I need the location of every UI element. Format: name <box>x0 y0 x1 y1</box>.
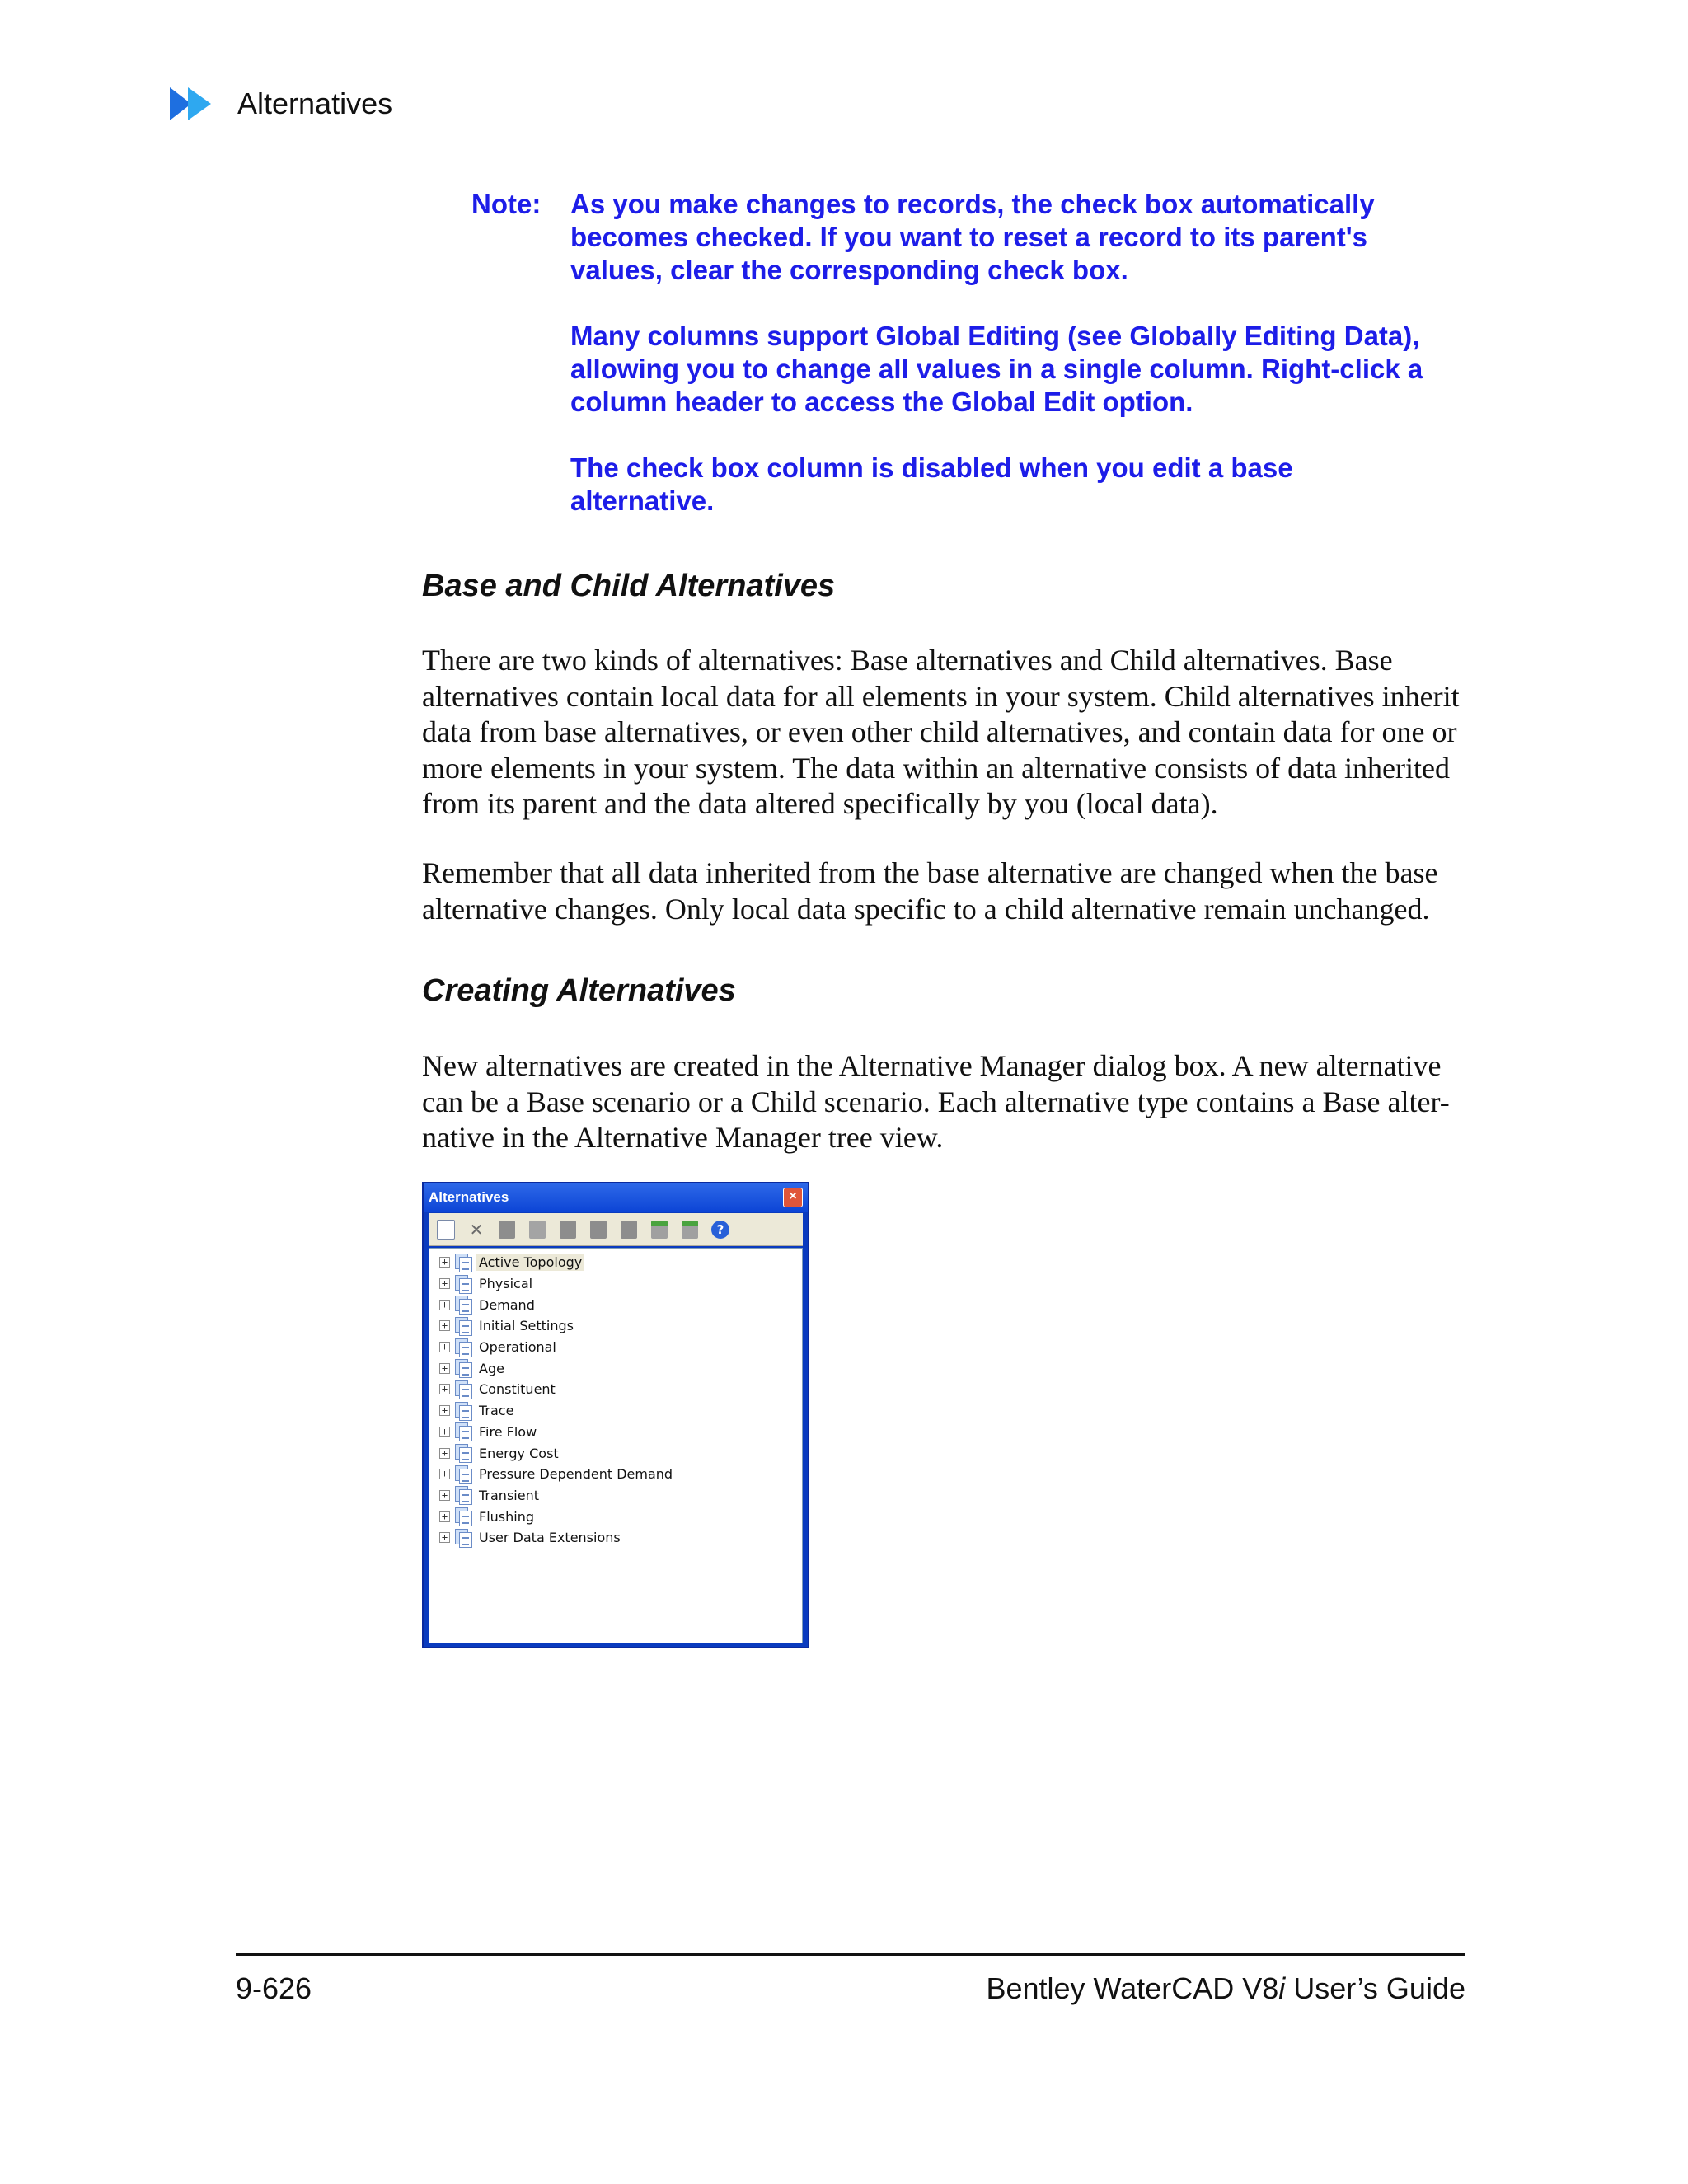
help-icon[interactable]: ? <box>708 1217 733 1242</box>
note-paragraph: As you make changes to records, the check box automatically becomes checked. If you want to reset a record to its parent's values, clear the corresponding check box. <box>570 189 1375 285</box>
alternative-folder-icon <box>453 1422 473 1441</box>
alternative-folder-icon <box>453 1338 473 1357</box>
page-number: 9-626 <box>236 1971 312 2005</box>
expand-tree-icon[interactable] <box>647 1217 672 1242</box>
footer-divider <box>236 1953 1465 1956</box>
expand-icon[interactable]: + <box>439 1363 450 1374</box>
note-paragraph: Many columns support Global Editing (see Globally Editing Data), allowing you to change all values in a single column. Right-click a column header to access the Global Edit option. <box>570 321 1423 417</box>
alternatives-dialog-screenshot <box>422 1182 809 1648</box>
alternatives-tree[interactable] <box>429 1248 803 1643</box>
tree-item-label: Flushing <box>479 1508 535 1525</box>
tree-item[interactable] <box>429 1315 802 1337</box>
tree-item-label: Transient <box>479 1487 539 1503</box>
delete-icon[interactable]: ✕ <box>469 1219 484 1240</box>
note-paragraph: The check box column is disabled when you edit a base alternative. <box>570 452 1293 516</box>
expand-icon[interactable]: + <box>439 1490 450 1501</box>
expand-icon[interactable]: + <box>439 1405 450 1416</box>
tree-item[interactable] <box>429 1252 802 1273</box>
tree-item-label: Initial Settings <box>479 1318 574 1334</box>
body-paragraph: Remember that all data inherited from the base alternative are changed when the base alternative changes. Only local data specific to a child alternative remain unchanged. <box>422 856 1438 926</box>
body-paragraph: There are two kinds of alternatives: Base alternatives and Child alternatives. Base alternatives contain local data for all elements in your system. Child alternatives inherit data from base alternatives, or even other child alternatives, and contain data for one or more elements in your system. The data within an alternative consists of data inherited from its parent and the data altered specifically by you (local data). <box>422 644 1460 821</box>
dialog-toolbar <box>429 1213 803 1246</box>
tree-item[interactable] <box>429 1485 802 1507</box>
double-chevron-right-icon <box>170 86 223 122</box>
expand-icon[interactable]: + <box>439 1511 450 1522</box>
dialog-titlebar <box>424 1183 808 1212</box>
tree-item-label: Energy Cost <box>479 1445 559 1461</box>
alternative-folder-icon <box>453 1359 473 1377</box>
duplicate-icon[interactable] <box>495 1217 519 1242</box>
alternative-folder-icon <box>453 1296 473 1314</box>
tree-item[interactable] <box>429 1442 802 1464</box>
tree-item-label: Fire Flow <box>479 1423 537 1440</box>
merge-icon[interactable] <box>556 1217 580 1242</box>
alternative-folder-icon <box>453 1380 473 1399</box>
expand-icon[interactable]: + <box>439 1469 450 1479</box>
alternative-folder-icon <box>453 1465 473 1483</box>
tree-item[interactable] <box>429 1400 802 1422</box>
expand-icon[interactable]: + <box>439 1448 450 1459</box>
alternative-folder-icon <box>453 1317 473 1335</box>
expand-icon[interactable]: + <box>439 1427 450 1437</box>
tree-item-label: Physical <box>479 1276 533 1292</box>
alternative-folder-icon <box>453 1254 473 1272</box>
tree-item-label: User Data Extensions <box>479 1530 621 1546</box>
tree-item[interactable] <box>429 1527 802 1549</box>
tree-item-label: Active Topology <box>476 1254 584 1271</box>
heading-creating-alternatives: Creating Alternatives <box>422 973 736 1008</box>
report-icon[interactable] <box>617 1217 641 1242</box>
tree-item[interactable] <box>429 1422 802 1443</box>
alternative-folder-icon <box>453 1402 473 1420</box>
section-title: Alternatives <box>237 87 393 120</box>
tree-item[interactable] <box>429 1337 802 1358</box>
compare-icon[interactable] <box>586 1217 611 1242</box>
alternative-folder-icon <box>453 1486 473 1504</box>
expand-icon[interactable]: + <box>439 1300 450 1310</box>
expand-icon[interactable]: + <box>439 1320 450 1331</box>
note-label: Note: <box>471 189 542 219</box>
tree-item[interactable] <box>429 1294 802 1315</box>
alternative-folder-icon <box>453 1444 473 1462</box>
expand-icon[interactable]: + <box>439 1342 450 1352</box>
tree-item[interactable] <box>429 1273 802 1295</box>
heading-base-child-alternatives: Base and Child Alternatives <box>422 569 836 603</box>
tree-item[interactable] <box>429 1379 802 1400</box>
tree-item-label: Demand <box>479 1296 535 1313</box>
tree-item-label: Trace <box>479 1403 514 1419</box>
tree-item[interactable] <box>429 1464 802 1485</box>
alternative-folder-icon <box>453 1275 473 1293</box>
expand-icon[interactable]: + <box>439 1384 450 1394</box>
new-icon[interactable] <box>434 1217 458 1242</box>
alternative-folder-icon <box>453 1529 473 1547</box>
guide-title: Bentley WaterCAD V8i User’s Guide <box>986 1971 1465 2005</box>
page-header <box>170 86 392 122</box>
collapse-tree-icon[interactable] <box>678 1217 702 1242</box>
tree-item-label: Constituent <box>479 1381 556 1398</box>
expand-icon[interactable]: + <box>439 1532 450 1543</box>
tree-item-label: Operational <box>479 1339 556 1356</box>
dialog-title: Alternatives <box>429 1189 509 1205</box>
close-icon[interactable]: × <box>783 1188 803 1207</box>
expand-icon[interactable]: + <box>439 1257 450 1268</box>
expand-icon[interactable]: + <box>439 1278 450 1289</box>
rename-icon[interactable] <box>525 1217 550 1242</box>
tree-item[interactable] <box>429 1506 802 1527</box>
tree-item[interactable] <box>429 1357 802 1379</box>
tree-item-label: Age <box>479 1360 504 1376</box>
body-paragraph: New alternatives are created in the Alternative Manager dialog box. A new alternative can be a Base scenario or a Child scenario. Each alternative type contains a Base alter-native in the Alternative Manager tree view. <box>422 1049 1450 1155</box>
tree-item-label: Pressure Dependent Demand <box>479 1466 673 1483</box>
alternative-folder-icon <box>453 1507 473 1526</box>
